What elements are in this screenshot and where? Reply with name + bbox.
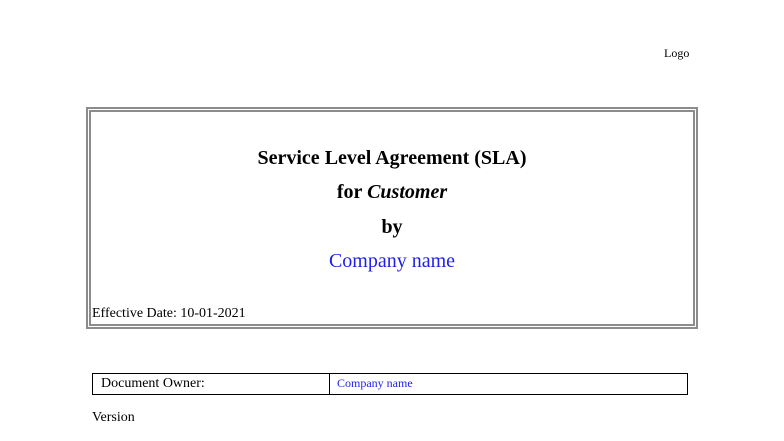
effective-date: Effective Date: 10-01-2021: [92, 306, 246, 321]
title-for-customer: [91, 180, 693, 204]
version-heading: Version: [92, 410, 135, 425]
logo-placeholder: Logo: [664, 46, 690, 60]
document-title: Service Level Agreement (SLA): [257, 147, 527, 169]
customer-name: Customer: [367, 181, 448, 203]
document-owner-value: Company name: [337, 376, 413, 390]
document-owner-label: Document Owner:: [93, 374, 330, 394]
title-by: by: [381, 216, 403, 238]
title-box: [86, 107, 698, 329]
document-owner-table: [92, 373, 688, 395]
company-name: Company name: [328, 250, 456, 272]
for-prefix: for: [336, 181, 368, 203]
